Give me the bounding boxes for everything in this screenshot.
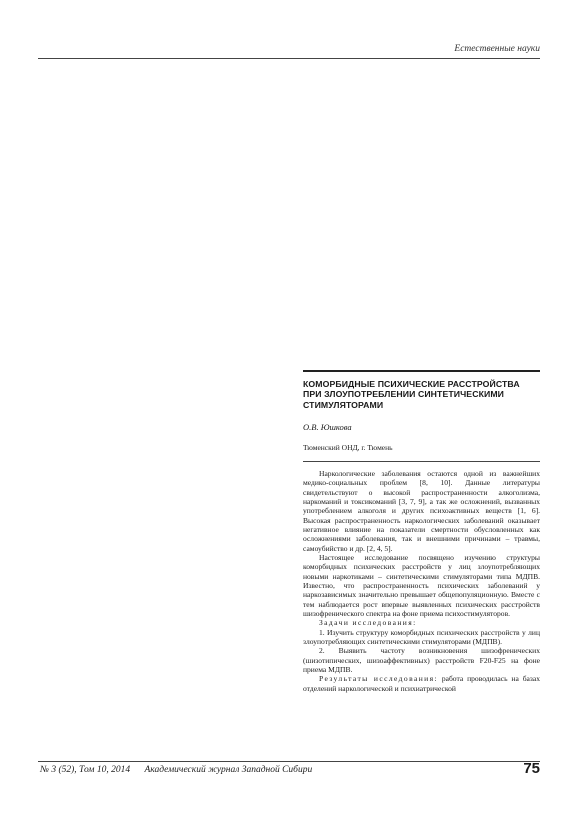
footer-year: 2014 — [111, 765, 131, 775]
footer-issue: № 3 (52), — [40, 765, 77, 775]
article-body — [303, 469, 540, 693]
article-author: О.В. Юшкова — [303, 421, 352, 432]
results-text: работа проводилась на базах отделений наркологической и психиатрической — [303, 674, 540, 693]
page-number: 75 — [523, 760, 540, 777]
footer-citation — [40, 765, 312, 775]
affiliation-rule — [303, 461, 540, 462]
task-2: 2. Выявить частоту возникновения шизофренических (шизотипических, шизоаффективных) расстройств F20-F25 на фоне приема МДПВ. — [303, 646, 540, 675]
header-rule — [38, 58, 540, 59]
footer-rule — [38, 761, 540, 762]
article-affiliation: Тюменский ОНД, г. Тюмень — [303, 442, 393, 452]
article-title: КОМОРБИДНЫЕ ПСИХИЧЕСКИЕ РАССТРОЙСТВА ПРИ ЗЛОУПОТРЕБЛЕНИИ СИНТЕТИЧЕСКИМИ СТИМУЛЯТОРАМИ — [303, 379, 520, 410]
results-paragraph — [303, 674, 540, 693]
tasks-heading: Задачи исследования: — [319, 618, 417, 628]
footer-volume: Том 10, — [79, 765, 109, 775]
paragraph-purpose: Настоящее исследование посвящено изучению структуры коморбидных психических расстройств у лиц злоупотребляющих новыми наркотиками – синтетическими стимуляторами типа МДПВ. Известно, что распространенность психических заболеваний у наркозависимых значительно превышает общепопуляционную. Вместе с тем наблюдается рост впервые выявленных психических расстройств шизофренического спектра на фоне приема психостимуляторов. — [303, 552, 540, 619]
results-heading: Результаты исследования: — [319, 674, 438, 684]
task-1: 1. Изучить структуру коморбидных психических расстройств у лиц злоупотребляющих синтетическими стимуляторами (МДПВ). — [303, 627, 540, 647]
paragraph-intro: Наркологические заболевания остаются одной из важнейших медико-социальных проблем [8, 10]. Данные литературы свидетельствуют о высокой распространенности алкоголизма, наркоманий и токсикоманий [3, 7, 9], а так же осложнений, вызванных употреблением алкоголя и других психоактивных веществ [1, 6]. Высокая распространенность наркологических заболеваний оказывает негативное влияние на показатели смертности обусловленных как осложнениями заболевания, так и внешними причинами – травмы, самоубийство и др. [2, 4, 5]. — [303, 468, 540, 553]
footer-journal: Академический журнал Западной Сибири — [144, 765, 313, 775]
section-label: Естественные науки — [454, 44, 540, 54]
article-column — [303, 370, 540, 693]
title-rule — [303, 370, 540, 372]
